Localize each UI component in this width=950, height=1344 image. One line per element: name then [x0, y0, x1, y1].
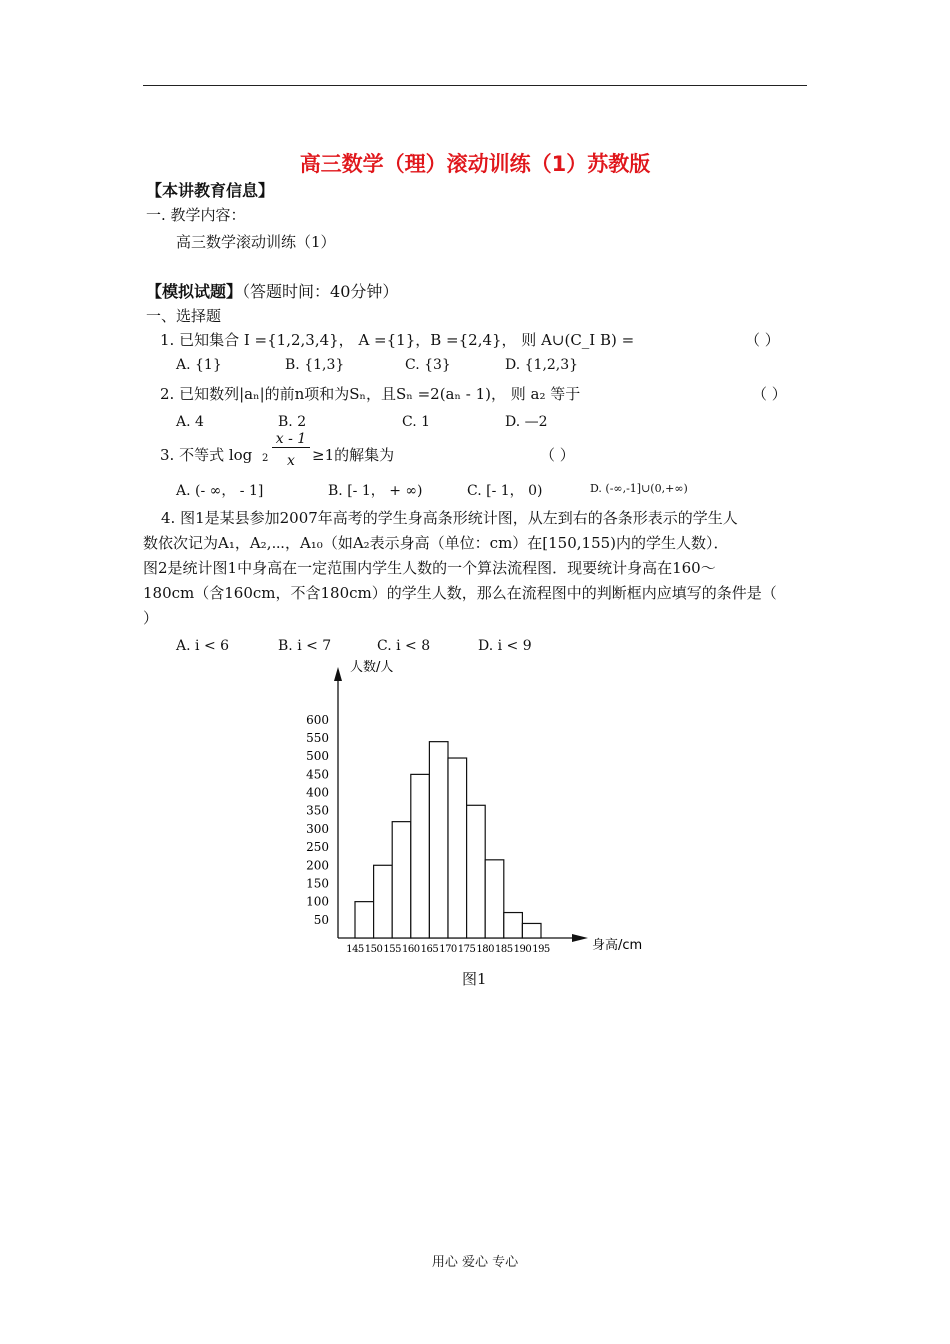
question-4-option-b: B. i < 7 — [278, 638, 332, 654]
question-3-option-b: B. [- 1， + ∞) — [328, 483, 423, 499]
page-title: 高三数学（理）滚动训练（1）苏教版 — [299, 152, 651, 176]
question-1-stem: 1. 已知集合 I ={1,2,3,4}， A ={1}，B ={2,4}， 则 A∪(C_I B) = — [160, 331, 635, 349]
chart-bar-4 — [411, 774, 430, 938]
chart-y-tick-label: 550 — [306, 731, 329, 746]
question-1-option-a: A. {1} — [176, 357, 222, 373]
chart-bar-5 — [429, 742, 448, 938]
section-header-info: 【本讲教育信息】 — [146, 181, 275, 200]
question-4-option-d: D. i < 9 — [478, 638, 532, 654]
section-item-content: 一. 教学内容： — [146, 206, 246, 224]
page-footer: 用心 爱心 专心 — [431, 1255, 519, 1270]
question-3-option-c: C. [- 1， 0) — [467, 483, 543, 499]
question-4-line-5: ） — [143, 609, 159, 627]
part-title: 一、选择题 — [146, 307, 222, 325]
chart-x-tick-label: 165 — [420, 944, 439, 955]
chart-x-tick-label: 150 — [364, 944, 383, 955]
question-1-bracket: （ ） — [745, 331, 780, 349]
chart-x-tick-label: 195 — [532, 944, 550, 955]
question-2-option-c: C. 1 — [402, 414, 431, 430]
chart-x-tick-label: 155 — [383, 944, 401, 955]
question-3-frac-den: x — [287, 453, 295, 469]
header-rule — [143, 85, 807, 86]
question-2-option-b: B. 2 — [278, 414, 307, 430]
test-header: 【模拟试题】 — [146, 282, 243, 301]
chart-y-tick-label: 600 — [306, 712, 329, 727]
chart-bar-6 — [448, 758, 467, 938]
chart-x-tick-label: 190 — [513, 944, 532, 955]
question-4-line-4: 180cm（含160cm，不含180cm）的学生人数，那么在流程图中的判断框内应填写的条件是（ — [143, 584, 777, 602]
chart-y-tick-label: 250 — [306, 840, 329, 855]
question-3-frac-num: x - 1 — [272, 431, 310, 448]
chart-y-tick-label: 300 — [306, 821, 329, 836]
test-time: （答题时间：40分钟） — [242, 282, 399, 301]
question-2-stem: 2. 已知数列|aₙ|的前n项和为Sₙ，且Sₙ =2(aₙ - 1)， 则 a₂ 等于 — [160, 385, 581, 403]
chart-y-tick-label: 50 — [313, 912, 329, 927]
chart-y-tick-label: 200 — [306, 858, 329, 873]
question-3-option-a: A. (- ∞， - 1] — [176, 483, 264, 499]
question-3-stem-pre: 3. 不等式 log — [160, 446, 253, 464]
chart-y-tick-label: 100 — [306, 894, 329, 909]
chart-y-axis-label: 人数/人 — [350, 660, 394, 675]
chart-x-axis-label: 身高/cm — [592, 938, 643, 953]
section-content-text: 高三数学滚动训练（1） — [176, 233, 336, 251]
chart-bar-10 — [522, 923, 541, 938]
chart-y-tick-label: 450 — [306, 767, 329, 782]
chart-y-tick-label: 500 — [306, 749, 329, 764]
chart-x-tick-label: 145 — [346, 944, 364, 955]
chart-bar-8 — [485, 860, 504, 938]
question-2-bracket: （ ） — [752, 385, 787, 403]
chart-y-tick-label: 150 — [306, 876, 329, 891]
question-1-option-d: D. {1,2,3} — [505, 357, 579, 373]
height-histogram-chart — [290, 655, 660, 965]
chart-y-axis-arrow — [334, 667, 342, 681]
chart-x-axis-arrow — [572, 934, 588, 942]
chart-x-tick-label: 175 — [457, 944, 476, 955]
question-1-option-c: C. {3} — [405, 357, 451, 373]
question-2-option-d: D. —2 — [505, 414, 548, 430]
question-1-option-b: B. {1,3} — [285, 357, 345, 373]
question-4-line-3: 图2是统计图1中身高在一定范围内学生人数的一个算法流程图．现要统计身高在160～ — [143, 559, 716, 577]
chart-x-tick-label: 160 — [402, 944, 420, 955]
question-3-option-d: D. (-∞,-1]∪(0,+∞) — [590, 482, 688, 495]
chart-x-tick-label: 170 — [439, 944, 457, 955]
chart-caption: 图1 — [462, 970, 487, 988]
chart-bar-3 — [392, 822, 411, 938]
question-3-log-base: 2 — [262, 453, 269, 464]
question-4-option-a: A. i < 6 — [176, 638, 230, 654]
question-3-stem-post: ≥1的解集为 — [312, 446, 395, 464]
question-4-line-1: 4. 图1是某县参加2007年高考的学生身高条形统计图，从左到右的各条形表示的学生人 — [161, 509, 738, 527]
section-header-test — [146, 279, 398, 302]
chart-bar-1 — [355, 902, 374, 938]
question-4-option-c: C. i < 8 — [377, 638, 431, 654]
chart-x-tick-label: 185 — [495, 944, 513, 955]
chart-y-tick-label: 350 — [306, 803, 329, 818]
chart-y-tick-label: 400 — [306, 785, 329, 800]
chart-bar-9 — [504, 913, 523, 938]
chart-x-tick-label: 180 — [476, 944, 494, 955]
question-2-option-a: A. 4 — [176, 414, 204, 430]
question-4-line-2: 数依次记为A₁，A₂,⋯，A₁₀（如A₂表示身高（单位：cm）在[150,155)内的学生人数）． — [143, 534, 729, 552]
question-4-text — [143, 506, 809, 631]
chart-bar-7 — [467, 805, 486, 938]
question-3-bracket: （ ） — [540, 446, 575, 464]
chart-bar-2 — [374, 865, 393, 938]
